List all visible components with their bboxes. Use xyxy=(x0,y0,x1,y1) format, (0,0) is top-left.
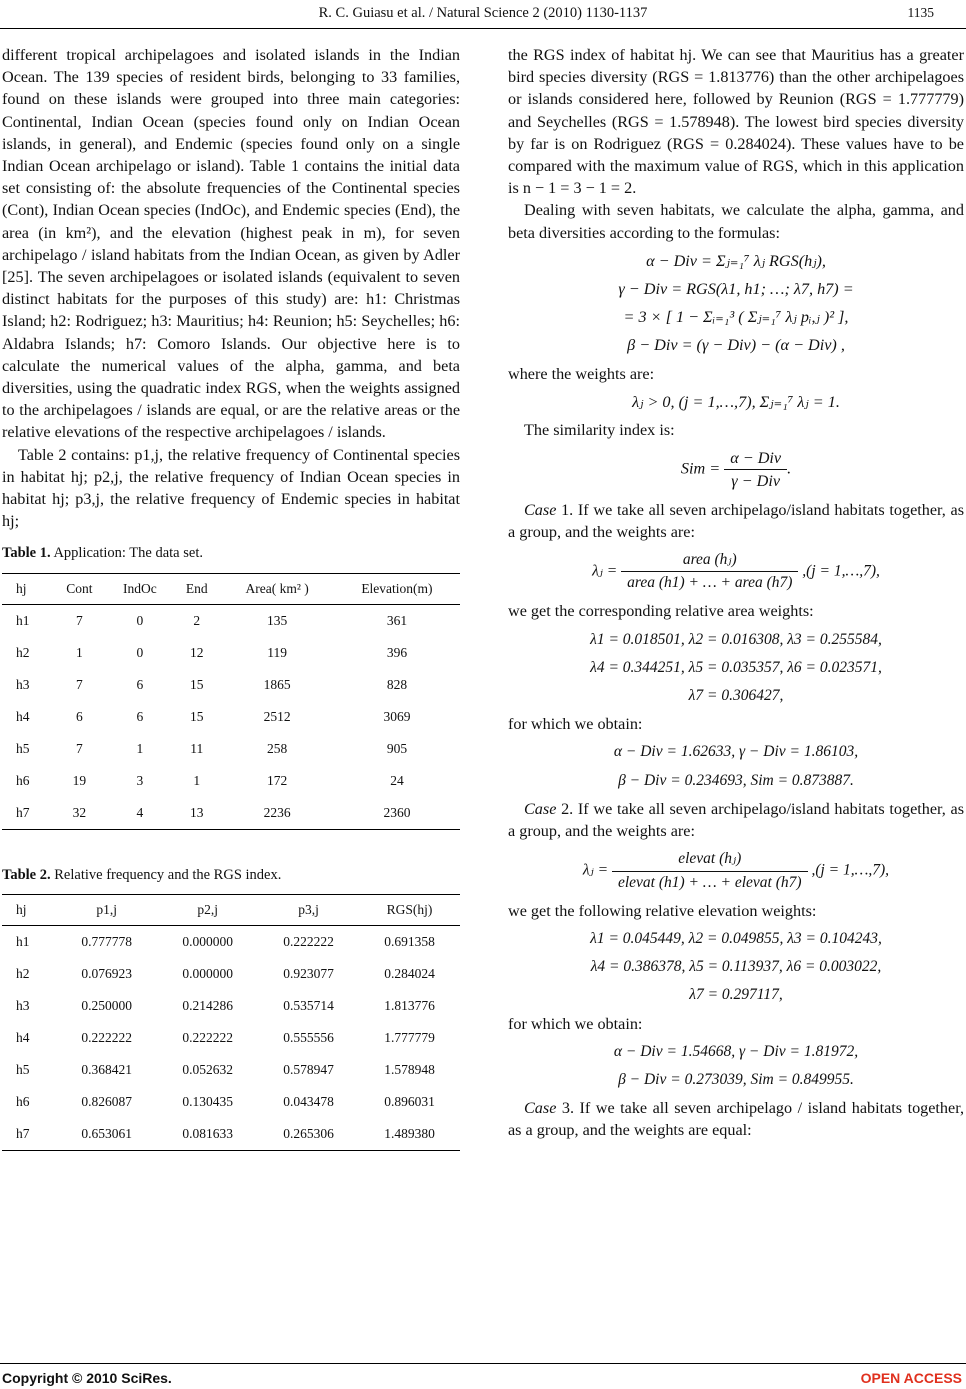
case2-weights-line-3: λ7 = 0.297117, xyxy=(689,986,783,1004)
table-cell: 1.578948 xyxy=(384,1061,435,1077)
case2-get: we get the following relative elevation weights: xyxy=(508,901,817,920)
table-cell: 2236 xyxy=(220,797,333,830)
table1-header: End xyxy=(173,573,220,604)
table-cell: h6 xyxy=(16,772,30,788)
table-cell: 0.081633 xyxy=(157,1118,258,1151)
case1-result-2: β − Div = 0.234693, Sim = 0.873887. xyxy=(618,771,854,789)
table2-header: p2,j xyxy=(157,894,258,925)
case2-result-1: α − Div = 1.54668, γ − Div = 1.81972, xyxy=(613,1042,859,1060)
case2-label: Case xyxy=(524,799,557,818)
table-cell: 0 xyxy=(136,644,144,660)
table-cell: 0 xyxy=(136,612,144,628)
equation-gamma-1: γ − Div = RGS(λ1, h1; …; λ7, h7) = xyxy=(618,280,854,299)
table1-header-row xyxy=(2,573,460,604)
table-cell: 7 xyxy=(76,612,83,628)
table-cell: h5 xyxy=(16,1061,30,1077)
table-cell: 0.000000 xyxy=(182,965,233,981)
table2-caption xyxy=(2,864,460,886)
table-cell: 6 xyxy=(136,676,144,692)
table-cell: 0.777778 xyxy=(81,933,133,949)
running-title: R. C. Guiasu et al. / Natural Science 2 (2010) 1130-1137 xyxy=(318,5,648,21)
table-cell: 0.130435 xyxy=(182,1093,233,1109)
table-cell: 3 xyxy=(136,772,144,788)
case3-paragraph xyxy=(508,1097,964,1141)
table-cell: 0.653061 xyxy=(56,1118,157,1151)
table-cell: 2 xyxy=(193,612,201,628)
table-cell: 6 xyxy=(136,708,144,724)
running-header xyxy=(0,5,966,27)
table-cell: 135 xyxy=(267,612,288,628)
table-cell: h2 xyxy=(16,965,30,981)
table-cell: 0.222222 xyxy=(81,1029,133,1045)
table-cell: 0.222222 xyxy=(182,1029,233,1045)
case2-result-2: β − Div = 0.273039, Sim = 0.849955. xyxy=(618,1070,854,1088)
table-cell: h3 xyxy=(16,997,30,1013)
table2-header: hj xyxy=(2,894,56,925)
equation-alpha: α − Div = Σⱼ₌₁⁷ λⱼ RGS(hⱼ), xyxy=(646,251,826,270)
table-cell: 7 xyxy=(76,676,83,692)
table-cell: 2512 xyxy=(263,708,291,724)
table-cell: 1.813776 xyxy=(384,997,435,1013)
case1-paragraph xyxy=(508,499,964,543)
table-cell: 3069 xyxy=(383,708,411,724)
table1-header: Area( km² ) xyxy=(220,573,333,604)
table-cell: 1.489380 xyxy=(359,1118,460,1151)
sim-denominator: γ − Div xyxy=(731,472,781,491)
table-cell: 1 xyxy=(193,772,201,788)
table2-header: RGS(hj) xyxy=(359,894,460,925)
sim-numerator: α − Div xyxy=(724,447,787,470)
case2-fraction xyxy=(612,848,808,893)
case1-lhs: λⱼ = xyxy=(592,562,618,580)
table-cell: h4 xyxy=(16,708,30,724)
table-row xyxy=(2,1118,460,1151)
equation-beta: β − Div = (γ − Div) − (α − Div) , xyxy=(627,336,845,355)
table-row xyxy=(2,733,460,765)
case2-weights-line-1: λ1 = 0.045449, λ2 = 0.049855, λ3 = 0.104243, xyxy=(590,929,882,947)
table-cell: 1.777779 xyxy=(384,1029,435,1045)
case1-weights-line-2: λ4 = 0.344251, λ5 = 0.035357, λ6 = 0.023571, xyxy=(590,658,882,676)
table-row xyxy=(2,1086,460,1118)
table-cell: 0.923077 xyxy=(283,965,334,981)
table-cell: 12 xyxy=(190,644,204,660)
case2-rhs: ,(j = 1,…,7), xyxy=(811,861,890,879)
sim-lhs: Sim = xyxy=(680,459,721,478)
table-cell: 6 xyxy=(76,708,83,724)
case3-label: Case xyxy=(524,1099,557,1118)
table1-caption xyxy=(2,542,460,564)
case2-numerator: elevat (hⱼ) xyxy=(612,848,808,871)
table-cell: 0.535714 xyxy=(283,997,334,1013)
table-cell: 0.043478 xyxy=(283,1093,334,1109)
table-cell: 119 xyxy=(267,644,288,660)
left-column xyxy=(2,44,460,1151)
table-cell: 0.368421 xyxy=(81,1061,133,1077)
case2-denominator: elevat (h1) + … + elevat (h7) xyxy=(617,873,802,891)
case1-result-1: α − Div = 1.62633, γ − Div = 1.86103, xyxy=(613,743,859,761)
table-cell: h7 xyxy=(2,797,52,830)
table-cell: 0.826087 xyxy=(81,1093,133,1109)
table1-caption-text: Application: The data set. xyxy=(53,545,203,562)
right-column xyxy=(508,44,964,1142)
table-cell: 0.691358 xyxy=(384,933,435,949)
table-cell: 15 xyxy=(190,708,204,724)
table-row xyxy=(2,701,460,733)
case1-denominator: area (h1) + … + area (h7) xyxy=(627,574,793,592)
equation-case2-weights xyxy=(508,848,964,893)
table2 xyxy=(2,894,460,1151)
footer-rule xyxy=(0,1363,966,1364)
table-row xyxy=(2,797,460,830)
table-row xyxy=(2,669,460,701)
weights-intro: where the weights are: xyxy=(508,364,655,383)
table-cell: h7 xyxy=(2,1118,56,1151)
equation-gamma-2: = 3 × [ 1 − Σᵢ₌₁³ ( Σⱼ₌₁⁷ λⱼ pᵢ,ⱼ )² ], xyxy=(623,308,849,327)
table-row xyxy=(2,765,460,797)
table-cell: 1 xyxy=(76,644,83,660)
table-cell: 396 xyxy=(386,644,408,660)
table-cell: h1 xyxy=(16,612,30,628)
sim-fraction xyxy=(724,447,787,492)
table-cell: 0.222222 xyxy=(283,933,334,949)
table-cell: 0.555556 xyxy=(283,1029,334,1045)
table2-caption-text: Relative frequency and the RGS index. xyxy=(54,866,282,883)
table-cell: 19 xyxy=(72,772,87,788)
table-cell: 0.000000 xyxy=(182,933,233,949)
case2-weights-line-2: λ4 = 0.386378, λ5 = 0.113937, λ6 = 0.003022, xyxy=(590,958,882,976)
table-cell: h3 xyxy=(16,676,30,692)
table-cell: 0.214286 xyxy=(182,997,233,1013)
table-cell: 1 xyxy=(136,740,144,756)
table-cell: 7 xyxy=(76,740,83,756)
table-row xyxy=(2,1054,460,1086)
table-cell: 24 xyxy=(390,772,404,788)
case1-text: 1. If we take all seven archipelago/island habitats together, as a group, and the weights are: xyxy=(508,500,965,541)
case1-fraction xyxy=(621,549,798,594)
table-cell: 2360 xyxy=(334,797,460,830)
case2-obtain: for which we obtain: xyxy=(508,1014,643,1033)
table-cell: 828 xyxy=(386,676,408,692)
right-paragraph-1: the RGS index of habitat hj. We can see that Mauritius has a greater bird species diversity (RGS = 1.813776) than the other archipelagoes or islands considered here, followed by Reunion (RGS = 1.777779) and Seychelles (RGS = 1.578948). The lowest bird species diversity by far is on Rodriguez (RGS = 0.284024). These values have to be compared with the maximum value of RGS, which in this application is n − 1 = 3 − 1 = 2. xyxy=(508,46,964,198)
table2-header: p1,j xyxy=(56,894,157,925)
table1 xyxy=(2,573,460,830)
table-cell: 1865 xyxy=(263,676,291,692)
table1-header: Cont xyxy=(52,573,107,604)
right-paragraph-2: Dealing with seven habitats, we calculate the alpha, gamma, and beta diversities according to the formulas: xyxy=(508,201,964,242)
table-cell: 0.052632 xyxy=(182,1061,233,1077)
table-cell: h6 xyxy=(16,1093,30,1109)
table-cell: 13 xyxy=(173,797,220,830)
table-cell: 258 xyxy=(267,740,288,756)
case1-numerator: area (hⱼ) xyxy=(621,549,798,572)
copyright-notice: Copyright © 2010 SciRes. xyxy=(2,1370,172,1386)
table-cell: 905 xyxy=(386,740,408,756)
table1-caption-label: Table 1. xyxy=(2,545,51,562)
table1-header: IndOc xyxy=(107,573,173,604)
table-row xyxy=(2,1022,460,1054)
table-cell: h4 xyxy=(16,1029,30,1045)
table-cell: 4 xyxy=(107,797,173,830)
table-row xyxy=(2,958,460,990)
case1-weights-line-1: λ1 = 0.018501, λ2 = 0.016308, λ3 = 0.255584, xyxy=(590,630,882,648)
case2-text: 2. If we take all seven archipelago/island habitats together, as a group, and the weights are: xyxy=(508,799,965,841)
table-cell: h5 xyxy=(16,740,30,756)
case1-obtain: for which we obtain: xyxy=(508,715,643,734)
equation-weights: λⱼ > 0, (j = 1,…,7), Σⱼ₌₁⁷ λⱼ = 1. xyxy=(632,392,840,411)
table2-caption-label: Table 2. xyxy=(2,866,51,883)
table-row xyxy=(2,637,460,669)
case1-rhs: ,(j = 1,…,7), xyxy=(802,562,880,580)
table-cell: 0.896031 xyxy=(384,1093,435,1109)
table1-header: hj xyxy=(2,573,52,604)
table-cell: 15 xyxy=(190,676,204,692)
open-access-label: OPEN ACCESS xyxy=(860,1370,962,1386)
case2-lhs: λⱼ = xyxy=(582,861,609,879)
table-cell: 11 xyxy=(190,740,204,756)
similarity-intro: The similarity index is: xyxy=(524,421,675,440)
case1-weights-line-3: λ7 = 0.306427, xyxy=(688,687,784,705)
table-row xyxy=(2,604,460,637)
table-cell: 32 xyxy=(52,797,107,830)
table-row xyxy=(2,925,460,958)
case2-paragraph xyxy=(508,798,964,842)
equation-case1-weights xyxy=(508,549,964,594)
case1-label: Case xyxy=(524,500,557,519)
table-cell: 0.076923 xyxy=(81,965,133,981)
left-paragraph-1: different tropical archipelagoes and isolated islands in the Indian Ocean. The 139 species of resident birds, belonging to 33 families, found on these islands were grouped into three main categories: Continental, Indian Ocean (species found only on Indian Ocean islands, in general), and Endemic (species found only on a single Indian Ocean archipelago or island). Table 1 contains the initial data set consisting of: the absolute frequencies of the Continental species (Cont), Indian Ocean species (IndOc), and Endemic species (End), the area (in km²), and the elevation (highest peak in m), for seven archipelago / island habitats from the Indian Ocean, as given by Adler [25]. The seven archipelagoes or isolated islands (equivalent to seven distinct habitats for the purposes of this study) are: h1: Christmas Island; h2: Rodriguez; h3: Mauritius; h4: Reunion; h5: Seychelles; h6: Aldabra Islands; h7: Comoro Islands. Our objective here is to calculate the numerical values of the alpha, gamma, and beta diversities, using the quadratic index RGS, when the weights assigned to the archipelagoes / islands are equal, or are the relative areas or the relative elevations of the respective archipelagoes / islands. xyxy=(2,46,460,442)
table-cell: 0.265306 xyxy=(258,1118,359,1151)
table-cell: 172 xyxy=(267,772,288,788)
table1-header: Elevation(m) xyxy=(334,573,460,604)
table-row xyxy=(2,990,460,1022)
table2-header-row xyxy=(2,894,460,925)
left-paragraph-2: Table 2 contains: p1,j, the relative frequency of Continental species in habitat hj; p2,j, the relative frequency of Indian Ocean species in habitat hj; p3,j, the relative frequency of Endemic species in habitat hj; xyxy=(2,445,460,531)
table-cell: 0.578947 xyxy=(283,1061,334,1077)
header-rule xyxy=(0,28,966,29)
table-cell: 361 xyxy=(386,612,408,628)
page-number: 1135 xyxy=(907,5,934,20)
case3-text: 3. If we take all seven archipelago / island habitats together, as a group, and the weights are equal: xyxy=(508,1099,965,1140)
table-cell: h1 xyxy=(16,933,30,949)
equation-similarity: Sim = $\frac{\text{α − Div}}{\text{γ − Div}}$ . xyxy=(508,447,964,492)
table-cell: 0.284024 xyxy=(384,965,435,981)
table-cell: 0.250000 xyxy=(81,997,133,1013)
table2-header: p3,j xyxy=(258,894,359,925)
case1-get: we get the corresponding relative area weights: xyxy=(508,602,814,621)
table-cell: h2 xyxy=(16,644,30,660)
